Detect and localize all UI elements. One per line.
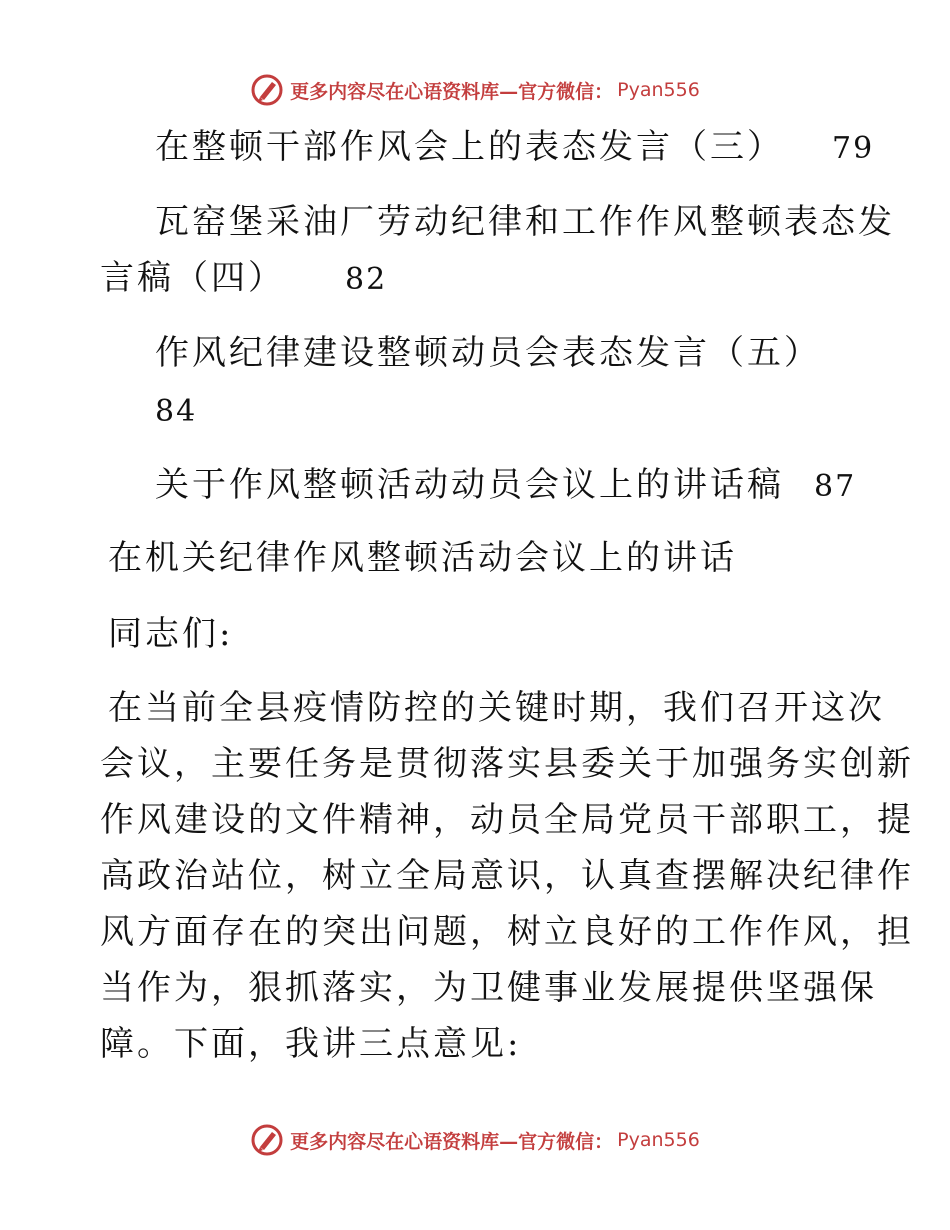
toc-entry-page: 82	[345, 262, 388, 297]
banner-text: 更多内容尽在心语资料库—官方微信：	[290, 1130, 614, 1153]
toc-entry-title: 作风纪律建设整顿动员会表态发言（五）	[155, 333, 821, 373]
paragraph-line: 风方面存在的突出问题，树立良好的工作作风，担	[100, 912, 914, 952]
toc-entry-page: 79	[832, 131, 875, 166]
toc-entry-title: 在整顿干部作风会上的表态发言（三）	[155, 127, 784, 167]
toc-entry-page: 87	[814, 469, 857, 504]
speech-title: 在机关纪律作风整顿活动会议上的讲话	[108, 538, 737, 578]
paragraph-line: 高政治站位，树立全局意识，认真查摆解决纪律作	[100, 856, 914, 896]
pen-logo-icon	[250, 73, 284, 107]
paragraph-line: 在当前全县疫情防控的关键时期，我们召开这次	[108, 688, 885, 728]
paragraph-line: 障。下面，我讲三点意见:	[100, 1024, 522, 1064]
toc-entry-page: 84	[155, 394, 198, 429]
toc-entry-title: 瓦窑堡采油厂劳动纪律和工作作风整顿表态发	[155, 202, 895, 242]
banner-text: 更多内容尽在心语资料库—官方微信：	[290, 80, 614, 103]
header-watermark-banner	[0, 70, 950, 110]
banner-wechat-id: Pyan556	[617, 79, 700, 101]
greeting: 同志们:	[108, 614, 234, 654]
toc-entry-title: 言稿（四）	[100, 258, 285, 298]
toc-entry[interactable]	[155, 127, 874, 169]
toc-entry-page-line[interactable]	[155, 390, 197, 432]
pen-logo-icon	[250, 1123, 284, 1157]
paragraph-line: 会议，主要任务是贯彻落实县委关于加强务实创新	[100, 744, 914, 784]
toc-entry[interactable]	[155, 202, 895, 242]
toc-entry-continuation[interactable]	[100, 258, 387, 300]
toc-entry[interactable]	[155, 333, 821, 373]
body-paragraph	[100, 688, 914, 1080]
toc-entry-title: 关于作风整顿活动动员会议上的讲话稿	[155, 465, 784, 505]
banner-wechat-id: Pyan556	[617, 1129, 700, 1151]
paragraph-line: 当作为，狠抓落实，为卫健事业发展提供坚强保	[100, 968, 877, 1008]
toc-entry[interactable]	[155, 465, 856, 507]
footer-watermark-banner	[0, 1120, 950, 1160]
paragraph-line: 作风建设的文件精神，动员全局党员干部职工，提	[100, 800, 914, 840]
